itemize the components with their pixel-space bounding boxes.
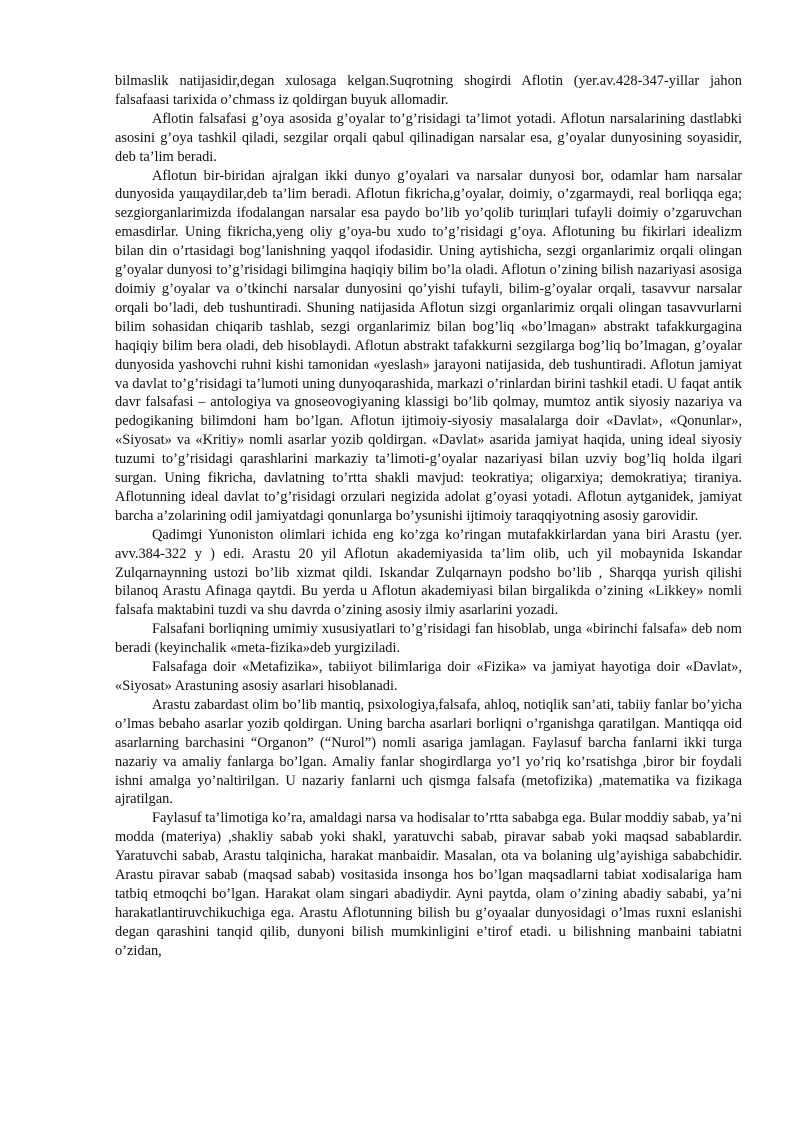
paragraph-aflotun-philosophy: Aflotin falsafasi g’oya asosida g’oyalar to’g’risidagi ta’limot yotadi. Aflotun narsalarining dastlabki asosini g’oya tashkil qiladi, sezgilar orqali qabul qilinadigan narsalar esa, g’oyalar dunyosining soyasidir, deb ta’lim beradi. xyxy=(115,110,742,165)
paragraph-two-worlds: Aflotun bir-biridan ajralgan ikki dunyo g’oyalari va narsalar dunyosi bor, odamlar ham narsalar dunyosida yaщaydilar,deb ta’lim beradi. Aflotun fikricha,g’oyalar, doimiy, o’zgarmaydi, real borliqqa ega; sezgiorganlarimizda ifodalangan narsalar esa paydo bo’lib yo’qolib turiщlari tufayli doimiy o’zgaruvchan emasdirlar. Uning fikricha,yeng oliy g’oya-bu xudo to’g’risidagi g’oya. Aflotuning bu fikirlari idealizm bilan din o’rtasidagi bog’lanishning yaqqol ifodasidir. Uning aytishicha, sezgi organlarimiz orqali olingan g’oyalar dunyosi to’g’risidagi bilimgina haqiqiy bilim bo’la oladi. Aflotun o’zining bilish nazariyasi asosiga doimiy g’oyalar va o’tkinchi narsalar dunyosini qo’yishi tufayli, bilim-g’oyalar orqali, tasavvur narsalar orqali bo’ladi, deb tushuntiradi. Shuning natijasida Aflotun sizgi organlarimiz orqali olingan tasavvurlarni bilim sohasidan chiqarib tashlab, sezgi organlarimiz bilan bog’liq «bo’lmagan» abstrakt tafakkurgagina haqiqiy bilim bera oladi, deb hisoblaydi. Aflotun abstrakt tafakkurni sezgilarga bog’liq bo’lmagan, g’oyalar dunyosida yashovchi ruhni kishi tamonidan «yeslash» jarayoni natijasida, deb tushuntiradi. Aflotun jamiyat va davlat to’g’risidagi ta’lumoti uning dunyoqarashida, markazi o’rinlardan birini tashkil etadi. U faqat antik davr falsafasi – antologiya va gnoseovogiyaning klassigi bo’lib qolmay, mumtoz antik siyosiy nazariya va pedogikaning bilimdoni ham bo’lgan. Aflotun ijtimoiy-siyosiy masalalarga doir «Davlat», «Qonunlar», «Siyosat» va «Kritiy» nomli asarlar yozib qoldirgan. «Davlat» asarida jamiyat haqida, uning ideal siyosiy tuzumi to’g’risidagi qarashlarini markaziy ta’limoti-g’oyalar nazariyasi bilan uzviy bog’liq holda ilgari surgan. Uning fikricha, davlatning to’rtta shakli mavjud: teokratiya; oligarxiya; demokratiya; tiraniya. Aflotunning ideal davlat to’g’risidagi orzulari negizida adolat g’oyasi yotadi. Aflotun aytganidek, jamiyat barcha a’zolarining odil jamiyatdagi qonunlarga bo’ysunishi ijtimoiy taraqqiyotning asosiy garovidir. xyxy=(115,167,742,524)
document-page xyxy=(115,72,742,961)
paragraph-four-causes: Faylasuf ta’limotiga ko’ra, amaldagi narsa va hodisalar to’rtta sababga ega. Bular moddiy sabab, ya’ni modda (materiya) ,shakliy sabab yoki shakl, yaratuvchi sabab, piravar sabab yoki maqsad sabablardir. Yaratuvchi sabab, Arastu talqinicha, harakat manbaidir. Masalan, ota va bolaning ulg’ayishiga sababchidir. Arastu piravar sabab (maqsad sabab) vositasida insonga hos bo’lgan maqsadlarni tabiat xodisalariga ham tatbiq etmoqchi bo’lgan. Harakat olam singari abadiydir. Ayni paytda, olam o’zining abadiy sababi, ya’ni harakatlantiruvchikuchiga ega. Arastu Aflotunning bilish bu g’oyaalar dunyosidagi o’lmas ruxni eslanishi degan qarashini tanqid qilib, dunyoni bilish mumkinligini e’tirof etadi. u bilishning manbaini tabiatni o’zidan, xyxy=(115,810,742,959)
paragraph-arastu-intro: Qadimgi Yunoniston olimlari ichida eng ko’zga ko’ringan mutafakkirlardan yana biri Arastu (yer. avv.384-322 y ) edi. Arastu 20 yil Aflotun akademiyasida ta’lim olib, uch yil mobaynida Iskandar Zulqarnaynning ustozi bo’lib xizmat qildi. Iskandar Zulqarnayn podsho bo’lib , Sharqqa yurish qilishi bilanoq Arastu Afinaga qaytdi. Bu yerda u Aflotun akademiyasi bilan birgalikda o’zining «Likkey» nomli falsafa maktabini tuzdi va shu davrda o’zining asosiy ilmiy asarlarini yozadi. xyxy=(115,526,742,619)
paragraph-arastu-works: Falsafaga doir «Metafizika», tabiiyot bilimlariga doir «Fizika» va jamiyat hayotiga doir «Davlat», «Siyosat» Arastuning asosiy asarlari hisoblanadi. xyxy=(115,659,742,694)
paragraph-arastu-sciences: Arastu zabardast olim bo’lib mantiq, psixologiya,falsafa, ahloq, notiqlik san’ati, tabiiy fanlar bo’yicha o’lmas bebaho asarlar yozib qoldirgan. Uning barcha asarlari borliqni o’rganishga qaratilgan. Mantiqqa oid asarlarning barchasini “Organon” (“Nurol”) nomli asariga jamlagan. Faylasuf barcha fanlarni ikki turga nazariy va amaliy fanlarga bo’lgan. Amaliy fanlar shogirdlarga yo’l yo’riq ko’rsatishga ,biror bir foydali ishni amalga yo’naltirilgan. U nazariy fanlarni uch qismga falsafa (metofizika) ,matematika va fizikaga ajratilgan. xyxy=(115,696,742,808)
paragraph-continuation: bilmaslik natijasidir,degan xulosaga kelgan.Suqrotning shogirdi Aflotin (yer.av.428-347-yillar jahon falsafaasi tarixida o’chmass iz qoldirgan buyuk allomadir. xyxy=(115,73,742,108)
paragraph-first-philosophy: Falsafani borliqning umimiy xususiyatlari to’g’risidagi fan hisoblab, unga «birinchi falsafa» deb nom beradi (keyinchalik «meta-fizika»deb yurgiziladi. xyxy=(115,621,742,657)
